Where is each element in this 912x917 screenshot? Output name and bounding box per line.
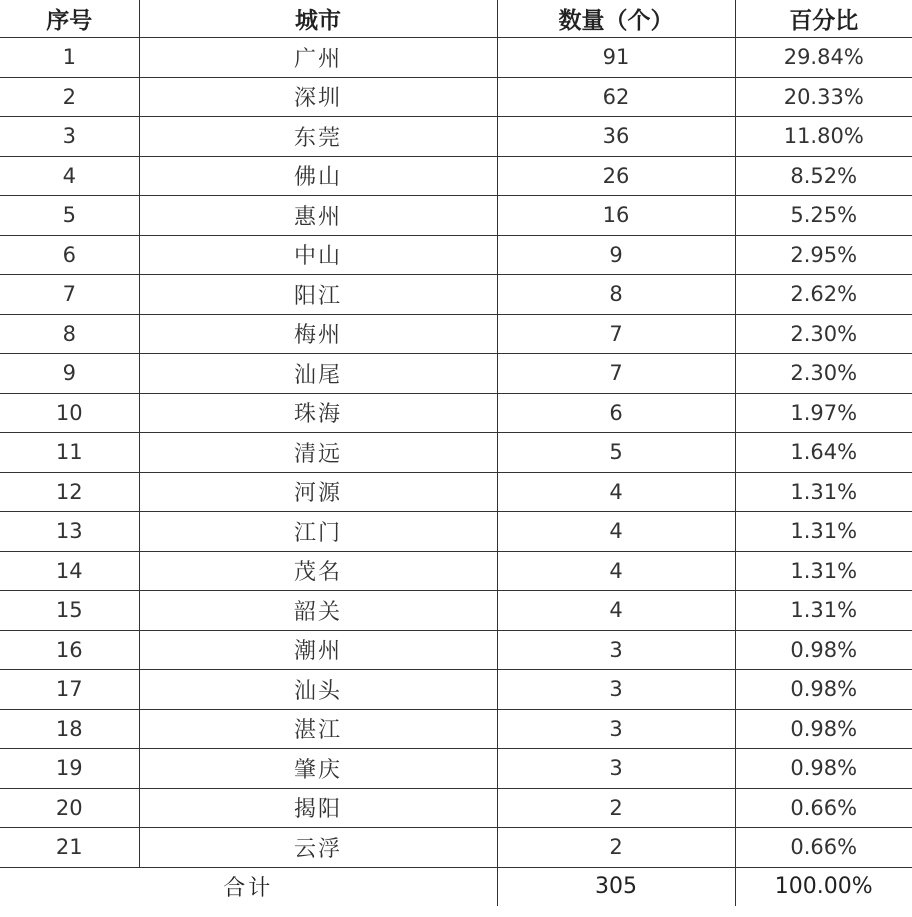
cell-city: 广州 xyxy=(139,38,497,78)
cell-city: 惠州 xyxy=(139,196,497,236)
header-count: 数量（个） xyxy=(497,0,735,38)
cell-index: 9 xyxy=(0,354,139,394)
cell-city: 汕尾 xyxy=(139,354,497,394)
cell-percent: 2.30% xyxy=(735,354,912,394)
cell-city: 阳江 xyxy=(139,275,497,315)
cell-count: 62 xyxy=(497,77,735,117)
cell-city: 深圳 xyxy=(139,77,497,117)
cell-city: 湛江 xyxy=(139,709,497,749)
cell-count: 2 xyxy=(497,788,735,828)
cell-percent: 0.98% xyxy=(735,749,912,789)
cell-percent: 5.25% xyxy=(735,196,912,236)
cell-percent: 0.98% xyxy=(735,630,912,670)
cell-percent: 1.64% xyxy=(735,433,912,473)
cell-city: 韶关 xyxy=(139,591,497,631)
cell-percent: 0.66% xyxy=(735,788,912,828)
cell-city: 河源 xyxy=(139,472,497,512)
table-row xyxy=(0,670,912,710)
cell-count: 6 xyxy=(497,393,735,433)
table-row xyxy=(0,156,912,196)
cell-count: 3 xyxy=(497,749,735,789)
cell-count: 5 xyxy=(497,433,735,473)
table-row xyxy=(0,472,912,512)
table-row xyxy=(0,788,912,828)
cell-percent: 2.95% xyxy=(735,235,912,275)
cell-index: 1 xyxy=(0,38,139,78)
header-percent: 百分比 xyxy=(735,0,912,38)
table-row xyxy=(0,354,912,394)
cell-count: 26 xyxy=(497,156,735,196)
cell-city: 梅州 xyxy=(139,314,497,354)
cell-count: 7 xyxy=(497,354,735,394)
table-row xyxy=(0,433,912,473)
cell-percent: 1.31% xyxy=(735,551,912,591)
table-row xyxy=(0,38,912,78)
cell-city: 江门 xyxy=(139,512,497,552)
cell-index: 18 xyxy=(0,709,139,749)
cell-count: 8 xyxy=(497,275,735,315)
cell-count: 2 xyxy=(497,828,735,868)
cell-index: 20 xyxy=(0,788,139,828)
table-row xyxy=(0,393,912,433)
cell-index: 6 xyxy=(0,235,139,275)
cell-city: 中山 xyxy=(139,235,497,275)
total-label: 合计 xyxy=(0,867,497,906)
cell-city: 潮州 xyxy=(139,630,497,670)
total-count: 305 xyxy=(497,867,735,906)
cell-percent: 29.84% xyxy=(735,38,912,78)
cell-index: 2 xyxy=(0,77,139,117)
cell-index: 10 xyxy=(0,393,139,433)
cell-index: 19 xyxy=(0,749,139,789)
cell-percent: 1.31% xyxy=(735,591,912,631)
table-row xyxy=(0,630,912,670)
cell-city: 揭阳 xyxy=(139,788,497,828)
cell-index: 16 xyxy=(0,630,139,670)
cell-count: 4 xyxy=(497,551,735,591)
cell-index: 21 xyxy=(0,828,139,868)
table-row xyxy=(0,275,912,315)
cell-city: 茂名 xyxy=(139,551,497,591)
cell-index: 4 xyxy=(0,156,139,196)
cell-percent: 8.52% xyxy=(735,156,912,196)
table-row xyxy=(0,117,912,157)
table-row xyxy=(0,77,912,117)
cell-city: 清远 xyxy=(139,433,497,473)
cell-count: 7 xyxy=(497,314,735,354)
cell-city: 肇庆 xyxy=(139,749,497,789)
cell-count: 3 xyxy=(497,709,735,749)
table-row xyxy=(0,551,912,591)
total-percent: 100.00% xyxy=(735,867,912,906)
header-city: 城市 xyxy=(139,0,497,38)
table-row xyxy=(0,749,912,789)
cell-count: 16 xyxy=(497,196,735,236)
cell-percent: 11.80% xyxy=(735,117,912,157)
cell-percent: 0.66% xyxy=(735,828,912,868)
cell-index: 17 xyxy=(0,670,139,710)
cell-city: 东莞 xyxy=(139,117,497,157)
cell-city: 珠海 xyxy=(139,393,497,433)
cell-index: 15 xyxy=(0,591,139,631)
header-index: 序号 xyxy=(0,0,139,38)
cell-count: 91 xyxy=(497,38,735,78)
cell-index: 11 xyxy=(0,433,139,473)
table-header-row xyxy=(0,0,912,38)
cell-count: 3 xyxy=(497,670,735,710)
cell-count: 4 xyxy=(497,591,735,631)
table-row xyxy=(0,512,912,552)
cell-count: 4 xyxy=(497,512,735,552)
cell-index: 3 xyxy=(0,117,139,157)
cell-count: 36 xyxy=(497,117,735,157)
cell-percent: 1.31% xyxy=(735,512,912,552)
table-row xyxy=(0,235,912,275)
table-row xyxy=(0,709,912,749)
cell-index: 13 xyxy=(0,512,139,552)
cell-city: 汕头 xyxy=(139,670,497,710)
cell-index: 12 xyxy=(0,472,139,512)
table-row xyxy=(0,591,912,631)
cell-index: 8 xyxy=(0,314,139,354)
table-row xyxy=(0,196,912,236)
cell-percent: 20.33% xyxy=(735,77,912,117)
total-row xyxy=(0,867,912,906)
cell-percent: 1.97% xyxy=(735,393,912,433)
table-body xyxy=(0,38,912,868)
cell-percent: 1.31% xyxy=(735,472,912,512)
cell-percent: 0.98% xyxy=(735,670,912,710)
cell-city: 佛山 xyxy=(139,156,497,196)
cell-percent: 2.62% xyxy=(735,275,912,315)
cell-city: 云浮 xyxy=(139,828,497,868)
table-row xyxy=(0,314,912,354)
cell-count: 4 xyxy=(497,472,735,512)
cell-count: 9 xyxy=(497,235,735,275)
cell-index: 7 xyxy=(0,275,139,315)
cell-index: 14 xyxy=(0,551,139,591)
cell-index: 5 xyxy=(0,196,139,236)
cell-count: 3 xyxy=(497,630,735,670)
cell-percent: 0.98% xyxy=(735,709,912,749)
cell-percent: 2.30% xyxy=(735,314,912,354)
table-row xyxy=(0,828,912,868)
